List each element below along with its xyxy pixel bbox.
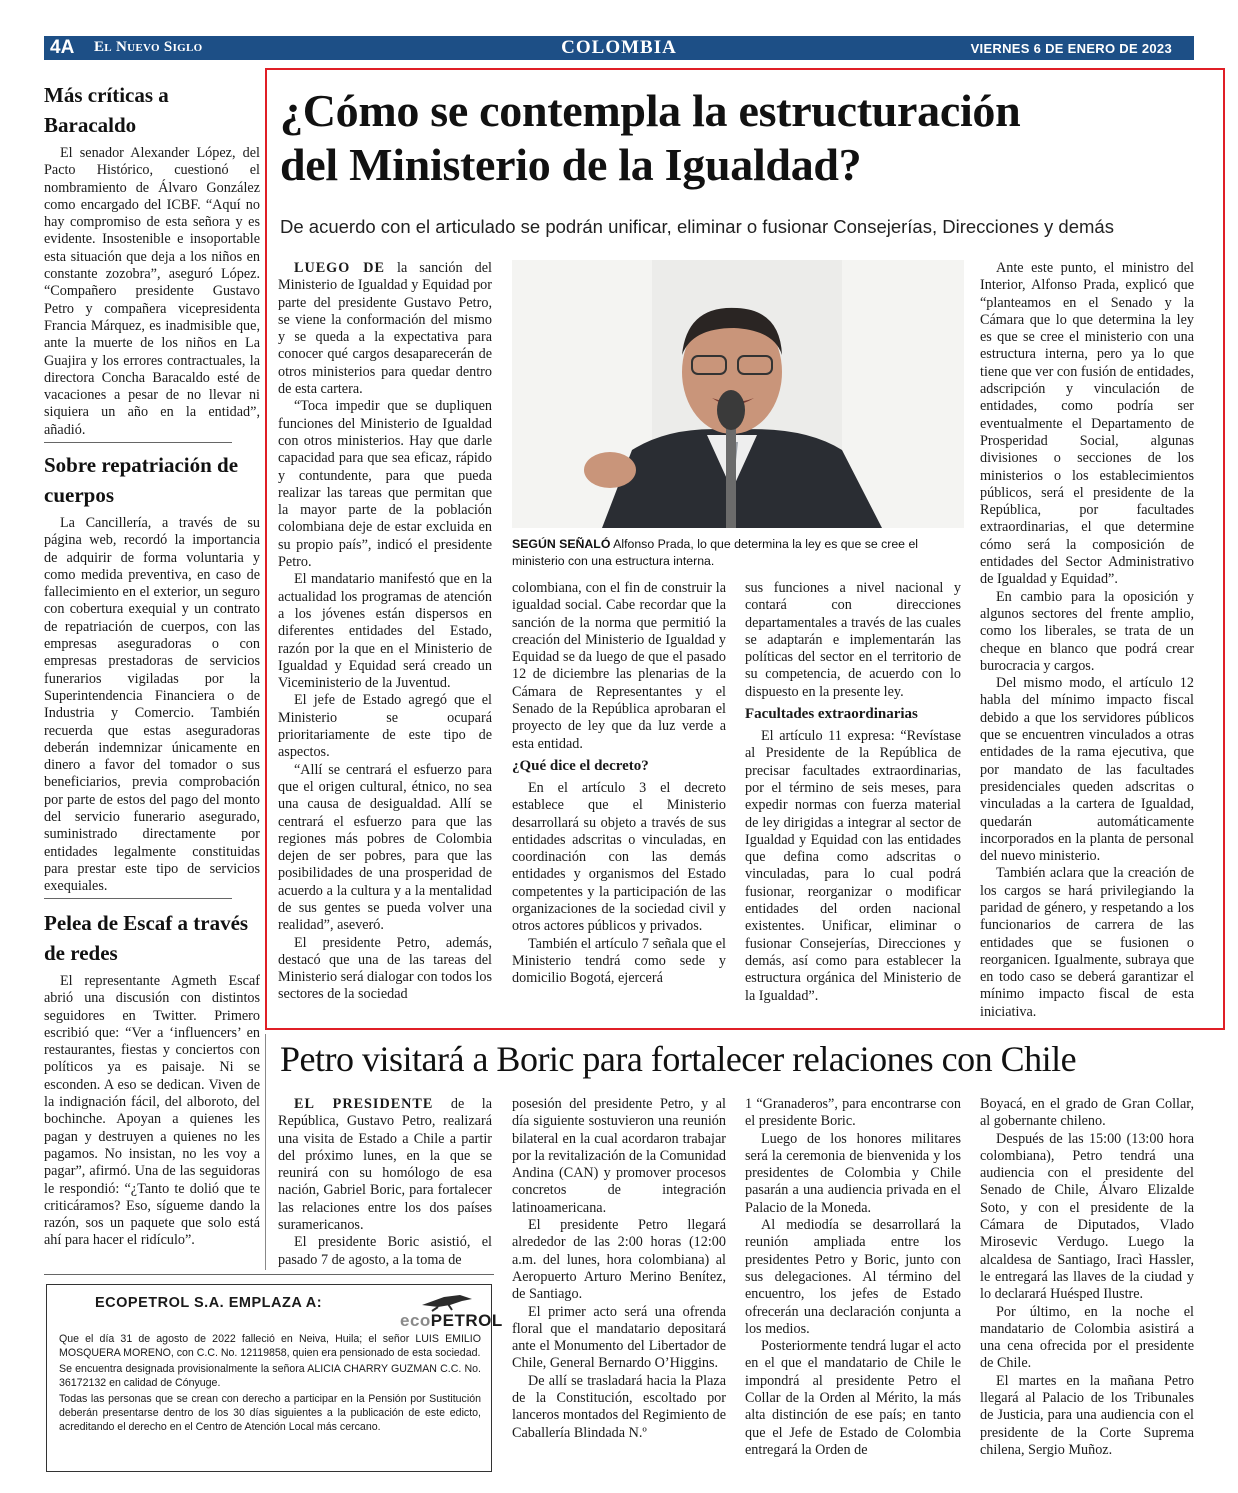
article1-column-4: Ante este punto, el ministro del Interior, Alfonso Prada, explicó que “planteamos en el Senado y la Cámara que lo que determina la ley es que se cree el ministerio con una estructura interna, pero ya lo que tiene que ver con fusión de entidades, adscripción y vinculación de entidades, como podría ser eventualmente el Departamento de Prosperidad Social, algunas divisiones o secciones de los ministerios o los establecimientos públicos, será el presidente de la República, por facultades extraordinarias, el que determine cómo será la composición de entidades del Sector Administrativo de Igualdad y Equidad”. En cambio para la oposición y algunos sectores del frente amplio, como los liberales, se trata de un cheque en blanco que podrá crear burocracia y cargos. Del mismo modo, el artículo 12 habla del mínimo impacto fiscal debido a que los servidores públicos que se encuentren vinculados a otras entidades de la rama ejecutiva, que por mandato de las facultades presidenciales queden adscritas o vinculadas a la cartera de Igualdad, quedarán automáticamente incorporados en la planta de personal del nuevo ministerio. También aclara que la creación de los cargos se hará privilegiando la paridad de género, y respetando a los funcionarios de carrera de las entidades que se fusionen o reorganicen. Igualmente, subraya que en todo caso se deberá garantizar el mínimo impacto fiscal de esta iniciativa. <box>980 260 1194 1020</box>
article2-headline: Petro visitará a Boric para fortalecer relaciones con Chile <box>280 1039 1077 1079</box>
ad-top-rule <box>44 1274 494 1275</box>
sidebar-divider <box>44 898 232 899</box>
column-divider <box>265 1034 266 1270</box>
subheading: ¿Qué dice el decreto? <box>512 757 649 774</box>
notice-title: ECOPETROL S.A. EMPLAZA A: <box>95 1295 323 1311</box>
article-photo <box>512 260 964 528</box>
brief-title: Sobre repatriación de cuerpos <box>44 453 239 507</box>
sidebar-divider <box>44 442 232 443</box>
article2-column-1: EL PRESIDENTE de la República, Gustavo Petro, realizará una visita de Estado a Chile a partir del próximo lunes, en la que se reunirá con su homólogo de esa nación, Gabriel Boric, para fortalecer las relaciones entre los dos países suramericanos. El presidente Boric asistió, el pasado 7 de agosto, a la toma de <box>278 1096 492 1268</box>
photo-caption: SEGÚN SEÑALÓ Alfonso Prada, lo que determina la ley es que se cree el ministerio con una estructura interna. <box>512 537 919 568</box>
article2-column-3: 1 “Granaderos”, para encontrarse con el presidente Boric. Luego de los honores militares será la ceremonia de bienvenida y los presidentes de Colombia y Chile pasarán a una audiencia privada en el Palacio de la Moneda. Al mediodía se desarrollará la reunión ampliada entre los presidentes Petro y Boric, junto con sus delegaciones. Al término del encuentro, los jefes de Estado ofrecerán una declaración conjunta a los medios. Posteriormente tendrá lugar el acto en el que el mandatario de Chile le impondrá al presidente Petro el Collar de la Orden al Mérito, la más alta distinción de ese país; en tanto que el Jefe de Estado de Colombia entregará la Orden de <box>745 1096 961 1458</box>
article1-column-1: LUEGO DE la sanción del Ministerio de Igualdad y Equidad por parte del presidente Gustavo Petro, se viene la conformación del mismo y se queda a la expectativa para conocer qué cargos desaparecerán de otros ministerios para quedar dentro de esta cartera. “Toca impedir que se dupliquen funciones del Ministerio de Igualdad con otros ministerios. Hay que darle capacidad para que sea eficaz, rápido y contundente, para que pueda realizar las tareas que permitan que la mayor parte de la población colombiana deje de estar excluida en su propio país”, indicó el presidente Petro. El mandatario manifestó que en la actualidad los programas de atención a los jóvenes están dispersos en diferentes entidades del Estado, razón por la que en el Ministerio de Igualdad y Equidad será creado un Viceministerio de la Juventud. El jefe de Estado agregó que el Ministerio se ocupará prioritariamente de este tipo de aspectos. “Allí se centrará el esfuerzo para que el origen cultural, étnico, no sea una causa de desigualdad. Allí se centrará el esfuerzo para que las regiones más pobres de Colombia dejen de ser pobres, para que las posibilidades de una prosperidad de acuerdo a la cultura y a la mentalidad de sus gentes se pueda volver una realidad”, aseveró. El presidente Petro, además, destacó que una de las tareas del Ministerio será dialogar con todos los sectores de la sociedad <box>278 260 492 1003</box>
article-headline: ¿Cómo se contempla la estructuración del Ministerio de la Igualdad? <box>280 85 1021 190</box>
page-number: 4A <box>50 37 75 58</box>
notice-body: Que el día 31 de agosto de 2022 falleció en Neiva, Huila; el señor LUIS EMILIO MOSQUERA MORENO, con C.C. No. 12119858, quien era pensionado de esta sociedad. Se encuentra designada provisionalmente la señora ALICIA CHARRY GUZMAN C.C. No. 36172132 en calidad de Cónyuge. Todas las personas que se crean con derecho a participar en la Pensión por Sustitución deberán presentarse dentro de los 30 días siguientes a la publicación de este edicto, acreditando el derecho en el Centro de Atención Local más cercano. <box>59 1333 481 1433</box>
sidebar-brief-3 <box>44 908 260 1250</box>
subheading: Facultades extraordinarias <box>745 706 918 723</box>
article1-column-3: sus funciones a nivel nacional y contará con direcciones departamentales a través de las cuales se adaptarán e implementarán las políticas del sector en el territorio de su competencia, de acuerdo con lo dispuesto en la presente ley. Facultades extraordinarias El artículo 11 expresa: “Revístase al Presidente de la República de precisar facultades extraordinarias, por el término de seis meses, para expedir normas con fuerza material de ley dirigidas a integrar al sector de Igualdad y Equidad con las entidades que defina como adscritas o vinculadas, para lo cual podrá fusionar, reorganizar o modificar entidades del orden nacional existentes. Unificar, eliminar o fusionar Consejerías, Direcciones y demás, así como para establecer la estructura orgánica del Ministerio de la Igualdad”. <box>745 580 961 1004</box>
article-deck: De acuerdo con el articulado se podrán unificar, eliminar o fusionar Consejerías, Direcciones y demás <box>280 216 1114 237</box>
brief-body: El senador Alexander López, del Pacto Histórico, cuestionó el nombramiento de Álvaro González como encargado del ICBF. “Aquí no hay compromiso de esta señora y es evidente. Insostenible e insoportable esta situación que deja a los niños en constante zozobra”, aseguró López. “Compañero presidente Gustavo Petro y compañera vicepresidenta Francia Márquez, es inadmisible que, ante la muerte de los niños en La Guajira y los errores contractuales, la directora Concha Baracaldo esté de vacaciones a pesar de no llevar ni siquiera un año en la entidad”, añadió. <box>44 145 260 438</box>
brief-title: Más críticas a Baracaldo <box>44 83 169 137</box>
brief-title: Pelea de Escaf a través de redes <box>44 911 249 965</box>
section-title: COLOMBIA <box>561 37 677 58</box>
sidebar-brief-1 <box>44 80 260 439</box>
ecopetrol-notice <box>46 1284 503 1472</box>
ecopetrol-logo <box>392 1291 503 1331</box>
issue-date: VIERNES 6 DE ENERO DE 2023 <box>970 41 1172 56</box>
article2-column-4: Boyacá, en el grado de Gran Collar, al gobernante chileno. Después de las 15:00 (13:00 hora colombiana), Petro tendrá una audiencia con el presidente del Senado de Chile, Álvaro Elizalde Soto, y con el presidente de la Cámara de Diputados, Vlado Mirosevic Verdugo. Luego la alcaldesa de Santiago, Iracì Hassler, le entregará las llaves de la ciudad y lo declarará Huésped Ilustre. Por último, en la noche el mandatario de Colombia asistirá a una cena ofrecida por el presidente de Chile. El martes en la mañana Petro llegará al Palacio de los Tribunales de Justicia, para una audiencia con el presidente de la Corte Suprema chilena, Sergio Muñoz. <box>980 1096 1194 1458</box>
brief-body: El representante Agmeth Escaf abrió una discusión con distintos seguidores en Twitter. Primero escribió que: “Ver a ‘influencers’ en restaurantes, fiestas y conciertos con políticos ya es paisaje. Ni se esconden. A eso se dedican. Viven de la indignación fácil, del alboroto, del bochinche. Apoyan a quienes les pagan y destruyen a quienes no les pagamos. No insistan, no les voy a pagar”, afirmó. Una de las seguidoras le respondió: “¿Tanto te dolió que te criticáramos? Eso, sígueme dando la razón, sos un paquete que solo está ahí para hacer el ridículo”. <box>44 973 260 1249</box>
article2-column-2: posesión del presidente Petro, y al día siguiente sostuvieron una reunión bilateral en la cual acordaron trabajar por la revitalización de la Comunidad Andina (CAN) y promover procesos concretos de integración latinoamericana. El presidente Petro llegará alrededor de las 2:00 horas (12:00 a.m. del lunes, hora colombiana) al Aeropuerto Arturo Merino Benítez, de Santiago. El primer acto será una ofrenda floral que el mandatario depositará ante el Monumento del Libertador de Chile, General Bernardo O’Higgins. De allí se trasladará hacia la Plaza de la Constitución, escoltado por lanceros montados del Regimiento de Caballería Blindada N.º <box>512 1096 726 1441</box>
masthead-bar <box>44 36 1194 60</box>
article1-column-2: colombiana, con el fin de construir la igualdad social. Cabe recordar que la sanción de la norma que permitió la creación del Ministerio de Igualdad y Equidad se da luego de que el pasado 12 de diciembre las plenarias de la Cámara de Representantes y el Senado de la República aprobaran el proyecto de ley que da luz verde a esta entidad. ¿Qué dice el decreto? En el artículo 3 el decreto establece que el Ministerio desarrollará su objeto a través de sus entidades adscritas o vinculadas, en coordinación con las demás entidades y organismos del Estado competentes y la participación de las organizaciones de la sociedad civil y otros actores públicos y privados. También el artículo 7 señala que el Ministerio tendrá como sede y domicilio Bogotá, ejercerá <box>512 580 726 987</box>
speaker-photo-illustration <box>512 260 964 528</box>
sidebar-brief-2 <box>44 450 260 896</box>
brief-body: La Cancillería, a través de su página web, recordó la importancia de adquirir de forma voluntaria y como medida preventiva, en caso de fallecimiento en el exterior, un seguro con cobertura exequial y un contrato de repatriación de cuerpos, con las empresas aseguradoras o con empresas prestadoras de servicios funerarios vigiladas por la Superintendencia Financiera o de Industria y Comercio. También recuerda que estas aseguradoras deberán indemnizar únicamente en dinero a favor del tomador o sus beneficiarios, previa comprobación por parte de estos del pago del monto del servicio funerario asegurado, suministrado directamente por entidades legalmente constituidas para prestar este tipo de servicios exequiales. <box>44 515 260 895</box>
logo-wordmark: ecoPETROL <box>400 1311 503 1330</box>
newspaper-name: El Nuevo Siglo <box>94 39 203 55</box>
